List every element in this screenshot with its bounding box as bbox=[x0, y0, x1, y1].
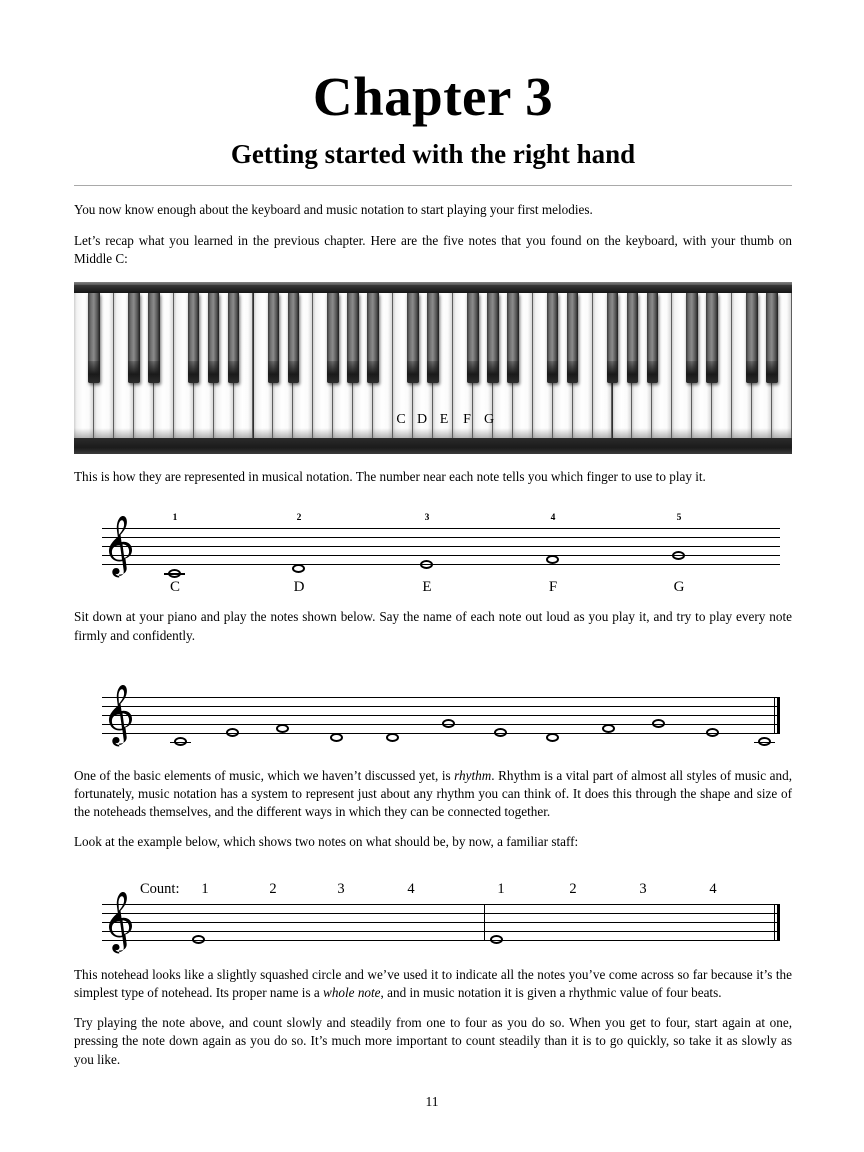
barline-thin bbox=[774, 697, 775, 734]
staff-figure-cdefg bbox=[74, 508, 792, 608]
key-label-f: F bbox=[463, 412, 471, 428]
barline-thin bbox=[774, 904, 775, 941]
finger-number: 4 bbox=[550, 513, 556, 524]
staff-line bbox=[102, 724, 780, 725]
note-name-g: G bbox=[673, 579, 685, 596]
black-key[interactable] bbox=[88, 293, 100, 383]
keyboard-top-frame bbox=[74, 282, 792, 293]
key-label-e: E bbox=[439, 412, 449, 428]
paragraph-recap: Let’s recap what you learned in the previous chapter. Here are the five notes that you found on the keyboard, with your thumb on Middle C: bbox=[74, 232, 792, 266]
notehead-whole-note bbox=[226, 728, 239, 737]
count-number: 2 bbox=[569, 880, 577, 897]
key-label-g: G bbox=[483, 412, 495, 428]
staff-figure-count bbox=[74, 874, 792, 966]
notehead-whole-note bbox=[442, 719, 455, 728]
black-key[interactable] bbox=[547, 293, 559, 383]
page-content bbox=[74, 0, 792, 1081]
black-key[interactable] bbox=[427, 293, 439, 383]
staff-line bbox=[102, 904, 780, 905]
staff-line bbox=[102, 931, 780, 932]
barline-final bbox=[777, 697, 780, 734]
count-number: 1 bbox=[201, 880, 209, 897]
rhythm-text-post: . Rhythm is a vital part of almost all styles of music and, fortunately, music notation has a system to represent just about any rhythm you can think of. It does this through the shape and size of the noteheads themselves, and the different ways in which they can be connected together. bbox=[74, 767, 792, 820]
paragraph-try-playing: Try playing the note above, and count slowly and steadily from one to four as you do so. When you get to four, start again at one, pressing the note down again as you do so. It’s much more important to count steadily than it is to go quickly, so take it as slowly as you like. bbox=[74, 1015, 792, 1067]
staff-line bbox=[102, 715, 780, 716]
black-key[interactable] bbox=[627, 293, 639, 383]
page-number: 11 bbox=[425, 1094, 439, 1109]
count-number: 2 bbox=[269, 880, 277, 897]
note-name-f: F bbox=[548, 579, 558, 596]
staff-line bbox=[102, 564, 780, 565]
black-key[interactable] bbox=[706, 293, 718, 383]
finger-number: 3 bbox=[424, 513, 430, 524]
whole-note-term: whole note bbox=[323, 984, 381, 1000]
black-key[interactable] bbox=[407, 293, 419, 383]
black-key[interactable] bbox=[268, 293, 280, 383]
rhythm-text-pre: One of the basic elements of music, which we haven’t discussed yet, is bbox=[74, 767, 455, 783]
black-key[interactable] bbox=[347, 293, 359, 383]
keyboard-frame-highlight bbox=[74, 282, 792, 285]
notehead-whole-note bbox=[330, 733, 343, 742]
count-number: 1 bbox=[497, 880, 505, 897]
note-name-d: D bbox=[293, 579, 305, 596]
notehead-whole-note bbox=[602, 724, 615, 733]
black-key[interactable] bbox=[288, 293, 300, 383]
notehead-whole-note bbox=[672, 551, 685, 560]
black-key[interactable] bbox=[228, 293, 240, 383]
paragraph-notation-caption: This is how they are represented in musical notation. The number near each note tells you which finger to use to play it. bbox=[74, 469, 706, 485]
notehead-whole-note bbox=[652, 719, 665, 728]
title-divider bbox=[74, 185, 792, 186]
black-key[interactable] bbox=[208, 293, 220, 383]
black-key[interactable] bbox=[327, 293, 339, 383]
treble-clef-icon bbox=[106, 891, 132, 955]
black-key[interactable] bbox=[128, 293, 140, 383]
paragraph-rhythm bbox=[74, 767, 792, 822]
notehead-whole-note bbox=[292, 564, 305, 573]
keyboard-keys bbox=[74, 293, 792, 438]
black-key[interactable] bbox=[686, 293, 698, 383]
staff-line bbox=[102, 733, 780, 734]
black-key[interactable] bbox=[567, 293, 579, 383]
ledger-line bbox=[164, 573, 185, 574]
key-label-c: C bbox=[396, 412, 406, 428]
page-title: Chapter 3 bbox=[312, 66, 554, 127]
notehead-whole-note bbox=[494, 728, 507, 737]
count-label: Count: bbox=[140, 880, 180, 897]
notehead-whole-note bbox=[420, 560, 433, 569]
note-name-e: E bbox=[422, 579, 432, 596]
rhythm-term: rhythm bbox=[454, 767, 492, 783]
paragraph-notehead bbox=[74, 966, 792, 1002]
finger-number: 2 bbox=[296, 513, 302, 524]
notehead-text-post: , and in music notation it is given a rhythmic value of four beats. bbox=[380, 984, 722, 1000]
notehead-whole-note bbox=[276, 724, 289, 733]
ledger-line bbox=[754, 742, 775, 743]
staff-line bbox=[102, 706, 780, 707]
notehead-whole-note bbox=[192, 935, 205, 944]
black-key[interactable] bbox=[367, 293, 379, 383]
paragraph-intro: You now know enough about the keyboard and music notation to start playing your first melodies. bbox=[74, 202, 593, 218]
staff-line bbox=[102, 697, 780, 698]
barline-final bbox=[777, 904, 780, 941]
note-name-c: C bbox=[169, 579, 180, 596]
treble-clef-icon bbox=[106, 515, 132, 579]
page-subtitle: Getting started with the right hand bbox=[230, 138, 636, 169]
staff-line bbox=[102, 913, 780, 914]
black-key[interactable] bbox=[647, 293, 659, 383]
black-key[interactable] bbox=[507, 293, 519, 383]
treble-clef-icon bbox=[106, 684, 132, 748]
staff-line bbox=[102, 528, 780, 529]
notehead-whole-note bbox=[386, 733, 399, 742]
notehead-whole-note bbox=[490, 935, 503, 944]
black-key[interactable] bbox=[766, 293, 778, 383]
count-number: 3 bbox=[639, 880, 647, 897]
ledger-line bbox=[170, 742, 191, 743]
finger-number: 5 bbox=[676, 513, 682, 524]
black-key[interactable] bbox=[487, 293, 499, 383]
black-key[interactable] bbox=[607, 293, 619, 383]
black-key[interactable] bbox=[148, 293, 160, 383]
piano-keyboard-figure bbox=[74, 282, 792, 454]
paragraph-sit-down: Sit down at your piano and play the notes shown below. Say the name of each note out loud as you play it, and try to play every note firmly and confidently. bbox=[74, 609, 792, 643]
notehead-text-pre: This notehead looks like a slightly squashed circle and we’ve used it to indicate all the notes you’ve come across so far because it’s the simplest type of notehead. Its proper name is a bbox=[74, 966, 792, 1000]
black-key[interactable] bbox=[188, 293, 200, 383]
staff-line bbox=[102, 922, 780, 923]
black-key[interactable] bbox=[467, 293, 479, 383]
keyboard-bottom-frame bbox=[74, 438, 792, 454]
staff-line bbox=[102, 546, 780, 547]
key-label-d: D bbox=[416, 412, 428, 428]
count-number: 4 bbox=[407, 880, 415, 897]
notehead-whole-note bbox=[546, 555, 559, 564]
notehead-whole-note bbox=[706, 728, 719, 737]
paragraph-look-example: Look at the example below, which shows two notes on what should be, by now, a familiar staff: bbox=[74, 834, 579, 850]
barline-measure bbox=[484, 904, 485, 941]
black-key[interactable] bbox=[746, 293, 758, 383]
notehead-whole-note bbox=[546, 733, 559, 742]
finger-number: 1 bbox=[172, 513, 178, 524]
staff-line bbox=[102, 537, 780, 538]
staff-figure-melody bbox=[74, 675, 792, 767]
count-number: 4 bbox=[709, 880, 717, 897]
count-number: 3 bbox=[337, 880, 345, 897]
